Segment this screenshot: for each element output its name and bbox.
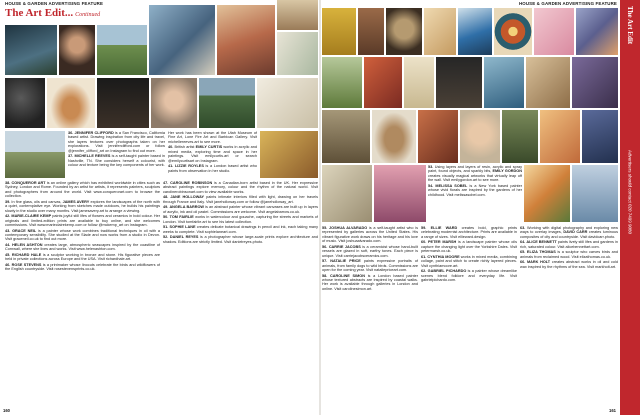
entry-number: 49. bbox=[163, 205, 169, 210]
artwork-image bbox=[260, 131, 318, 178]
entry-lead-text: British artist bbox=[174, 145, 195, 150]
artwork-image bbox=[484, 57, 524, 108]
artwork-image bbox=[217, 5, 275, 75]
advertiser-contact: Advertisers should contact 020 7499 9080 bbox=[627, 150, 633, 235]
artist-name: EMILY GORDON bbox=[492, 169, 522, 174]
entry-text: creates visually magical artworks that virtually leap off the wall. Visit emilygordon.art to see more. bbox=[428, 173, 522, 183]
entry-number: 45. bbox=[5, 253, 11, 258]
entry-number: 52. bbox=[163, 235, 169, 240]
artwork-image bbox=[322, 110, 370, 163]
side-strip bbox=[620, 0, 640, 415]
artwork-dog bbox=[372, 110, 416, 163]
artist-entry bbox=[5, 200, 160, 213]
artist-name: CARRIE JACOBS bbox=[328, 244, 361, 249]
artwork-image bbox=[572, 57, 618, 108]
artwork-landscape bbox=[199, 78, 255, 128]
entry-text: paints lively still lifes and gardens in rich, saturated colour. Visit alicebennettart.com. bbox=[520, 240, 618, 249]
artist-name: MARIE-CLAIRE KEMP bbox=[11, 214, 52, 219]
entry-text: is a London based painter whose textured abstracts are inspired by coastal walks. Her work is available through galleries in London and online. Visit carolinesimon.art. bbox=[322, 273, 418, 291]
entry-text: creates delicate botanical drawings in pencil and ink, each taking many weeks to complete. Visit sophielaneart.com. bbox=[163, 225, 318, 234]
entry-lead-text: Using layers and layers of resin, acrylic and spray paint, found objects, and sparkly bits, bbox=[428, 165, 522, 174]
entry-text: is a London based artist who paints from observation in her studio. bbox=[168, 164, 257, 173]
artist-entry bbox=[421, 269, 517, 282]
artist-entry bbox=[163, 235, 318, 244]
entry-number: 61. bbox=[421, 254, 427, 259]
artist-entry bbox=[5, 243, 160, 252]
artwork-image bbox=[424, 8, 456, 55]
entry-text: is an online gallery which has exhibited worldwide in cities such as Sydney, London and Rome. Founded by an artist for artists, it represents painters, sculptors and photographers from around the world. Visit www.conquerorart.com to browse the collection. bbox=[5, 181, 160, 199]
entry-number: 40. bbox=[168, 145, 174, 150]
artwork-vase-still-life bbox=[47, 78, 95, 128]
artwork-image bbox=[322, 8, 356, 55]
entry-text: works in acrylic and mixed media, exploring time and space in her paintings. Visit emilycurtis.art or search @emilycurtisart on Instagram. bbox=[168, 145, 257, 163]
artwork-flowers bbox=[524, 165, 570, 222]
strip-title: The Art Edit bbox=[626, 6, 634, 45]
entry-number: 58. bbox=[322, 273, 328, 278]
entry-number: 48. bbox=[163, 195, 169, 200]
artist-entry bbox=[5, 214, 160, 227]
artwork-blue-bird bbox=[458, 8, 492, 55]
artist-name: JANE HOLLOWAY bbox=[170, 195, 205, 200]
entry-number: 64. bbox=[520, 240, 526, 245]
entry-number: 56. bbox=[322, 244, 328, 249]
artist-entry bbox=[520, 250, 618, 259]
text-column bbox=[322, 226, 418, 404]
entry-number: 41. bbox=[168, 164, 174, 169]
artist-name: CAROLINE ROBINSON bbox=[170, 181, 213, 185]
artist-name: RICHARD HALE bbox=[11, 253, 42, 258]
artist-entry bbox=[520, 240, 618, 249]
entry-number: 53. bbox=[428, 165, 434, 169]
artist-entry bbox=[163, 195, 318, 204]
artwork-image bbox=[572, 165, 618, 222]
artist-name: TOM FAIRLIE bbox=[169, 215, 194, 220]
page-number: 161 bbox=[609, 408, 616, 413]
artwork-image bbox=[526, 57, 570, 108]
text-block bbox=[168, 131, 257, 178]
entry-number: 62. bbox=[421, 269, 427, 274]
artist-entry bbox=[421, 226, 517, 239]
artist-name: ELLIE WARD bbox=[430, 226, 458, 230]
entry-text: is a Canadian-born artist based in the UK. Her expressive abstract paintings explore memory, colour and the rhythm of the natural world. Visit carolinerobinsonart.com to view available works. bbox=[163, 181, 318, 194]
artwork-image bbox=[404, 57, 434, 108]
entry-text: is a sculptor who carves birds and animals from reclaimed wood. Visit elizathomas.co.uk. bbox=[520, 250, 618, 259]
artist-name: MICHELLE REEVES bbox=[74, 154, 111, 159]
artist-entry bbox=[322, 259, 418, 272]
entry-number: 44. bbox=[5, 243, 11, 248]
text-column bbox=[163, 181, 318, 403]
artwork-image bbox=[436, 57, 482, 108]
artist-entry bbox=[421, 255, 517, 268]
text-block bbox=[68, 131, 165, 178]
artwork-abstract bbox=[576, 8, 618, 55]
artist-entry bbox=[68, 154, 165, 167]
entry-number: 50. bbox=[163, 215, 169, 220]
artist-entry bbox=[168, 131, 257, 144]
artwork-image bbox=[534, 8, 574, 55]
entry-text: creates large, atmospheric seascapes inspired by the coastline of Cornwall, where she lives and works. Visit www.helenashton.com. bbox=[5, 243, 160, 252]
artwork-landscape bbox=[97, 25, 147, 75]
artist-name: CONQUEROR ART bbox=[11, 181, 46, 185]
entry-lead-text: Her work has been shown at the Utah Museum of Fine Art, Lone Fire Art and Barbican Gallery. Visit michellereeves.art to see more. bbox=[168, 131, 257, 144]
artist-name: MARK HOLT bbox=[526, 260, 551, 265]
right-page bbox=[321, 0, 620, 415]
entry-text: is a painter whose work combines traditional techniques in oil with a contemporary sensibility. She studied at the Slade and now works from a studio in Devon. Visit graceneil.co.uk to find out more. bbox=[5, 228, 160, 242]
artwork-image bbox=[582, 110, 618, 163]
entry-lead-text: In fine glass, oils and canvas, bbox=[11, 199, 62, 204]
artwork-image bbox=[277, 32, 318, 75]
artwork-portrait bbox=[59, 25, 95, 75]
artist-name: SOPHIE LANE bbox=[169, 225, 196, 230]
artwork-landscape bbox=[5, 131, 65, 178]
entry-number: 59. bbox=[421, 226, 427, 230]
entry-text: paints intimate interiors filled with light, drawing on her travels through France and Italy. Visit janeholloway.com or follow @janeholloway_art. bbox=[163, 195, 318, 204]
entry-text: is a self-taught painter based in Nashville, TN. She considers herself a colourist, with colour and texture being the key components of her work. bbox=[68, 154, 165, 168]
entry-number: 66. bbox=[520, 260, 526, 265]
entry-number: 42. bbox=[5, 214, 11, 219]
artwork-image bbox=[364, 57, 402, 108]
artist-entry bbox=[168, 164, 257, 173]
entry-text: works in watercolour and gouache, capturing the streets and markets of London. Visit tomfairlie.art to see his latest collection. bbox=[163, 215, 318, 224]
entry-number: 36. bbox=[68, 131, 74, 135]
text-column bbox=[421, 226, 517, 404]
entry-text: is a self-taught artist who is represented by galleries across the United States. His vibrant figurative work draws on his heritage and his love of music. Visit joshuaalvarado.com. bbox=[322, 226, 418, 244]
entry-text: works in mixed media, combining collage, paint and stitch to create richly layered pieces. Visit cynthiamoore.art. bbox=[421, 254, 517, 268]
title-text: The Art Edit... bbox=[5, 7, 74, 19]
entry-number: 65. bbox=[520, 250, 526, 255]
artwork-portrait bbox=[151, 78, 197, 128]
entry-number: 39. bbox=[5, 199, 11, 204]
entry-number: 37. bbox=[68, 154, 74, 159]
artwork-bird-painting bbox=[5, 25, 57, 75]
section-header: HOUSE & GARDEN ADVERTISING FEATURE bbox=[518, 1, 617, 6]
artwork-image bbox=[277, 0, 318, 30]
artwork-image bbox=[358, 8, 384, 55]
artwork-image bbox=[257, 78, 318, 128]
artist-name: DAVID CARR bbox=[563, 230, 588, 235]
artist-name: NATALIE PRICE bbox=[330, 259, 361, 264]
artist-entry bbox=[5, 181, 160, 199]
entry-number: 38. bbox=[5, 181, 11, 185]
entry-number: 55. bbox=[322, 226, 328, 230]
artist-entry bbox=[322, 245, 418, 258]
artwork-figure-painting bbox=[149, 5, 215, 75]
artwork-image bbox=[418, 110, 458, 163]
artist-name: MELISSA SOBEL bbox=[435, 183, 468, 188]
artist-entry bbox=[428, 184, 522, 197]
entry-text: explores the landscapes of the north with a quiet, contemplative eye. Working from sketches made outdoors, he builds his paintings slowly in the studio over many months. Visit jamesavery.art to arrange a viewing. bbox=[5, 199, 160, 213]
artist-name: ANGELA BARROW bbox=[169, 205, 204, 210]
title-continued: Continued bbox=[75, 12, 101, 18]
page-title bbox=[5, 7, 100, 19]
artist-entry bbox=[322, 226, 418, 244]
artwork-face bbox=[460, 110, 500, 163]
entry-lead-text: Working with digital photography and exploring new ways to overlay images, bbox=[520, 226, 618, 235]
artist-name: ALICE BENNETT bbox=[526, 240, 557, 245]
artwork-image bbox=[374, 165, 426, 222]
artist-entry bbox=[168, 145, 257, 163]
artist-name: GRACE NEIL bbox=[12, 228, 37, 233]
left-page bbox=[0, 0, 319, 415]
artist-name: GABRIEL PICHARDO bbox=[427, 269, 467, 274]
artist-entry bbox=[163, 215, 318, 224]
artist-entry bbox=[421, 240, 517, 253]
entry-text: creates abstract works in oil and cold wax inspired by the rhythms of the sea. Visit markholt.art. bbox=[520, 260, 618, 269]
text-block bbox=[428, 165, 522, 222]
text-column bbox=[5, 181, 160, 403]
entry-text: is a printmaker whose linocuts celebrate the birds and wildflowers of the English countryside. Visit rosestevensprints.co.uk. bbox=[5, 263, 160, 272]
entry-text: is an abstract painter whose vibrant canvases are built up in layers of acrylic, ink and oil pastel. Commissions are welcome. Visit angelabarrow.co.uk. bbox=[163, 205, 318, 214]
artwork-image bbox=[5, 78, 45, 128]
artist-entry bbox=[322, 274, 418, 292]
section-header: HOUSE & GARDEN ADVERTISING FEATURE bbox=[5, 1, 104, 6]
artist-name: HELEN ASHTON bbox=[12, 243, 43, 248]
artist-name: DANIEL REYES bbox=[169, 235, 199, 240]
entry-text: paints joyful still lifes of flowers and ceramics in bold colour. Her originals and limited-edition prints are available to buy online, and she welcomes commissions. Visit www.marieclairekemp.com or follow @mckemp_art on Instagram. bbox=[5, 214, 160, 228]
artwork-mandala bbox=[494, 8, 532, 55]
artwork-dark-animal bbox=[97, 78, 149, 128]
artist-name: JOSHUA ALVARADO bbox=[329, 226, 368, 230]
artist-name: CAROLINE SIMON bbox=[330, 273, 365, 278]
artist-name: PETER MARSH bbox=[428, 240, 457, 245]
artwork-image bbox=[322, 57, 362, 108]
text-column bbox=[520, 226, 618, 404]
artist-name: ROSE STEVENS bbox=[11, 263, 42, 268]
entry-text: is a San Francisco, California based artist. Drawing inspiration from city life and travel, she layers textures over photographs taken on her explorations. Visit jenniferclifford.com or follow @jennifer_clifford_art on Instagram to find out more. bbox=[68, 131, 165, 153]
artist-entry bbox=[5, 253, 160, 262]
artist-name: CYNTHIA MOORE bbox=[427, 254, 460, 259]
artist-entry bbox=[5, 263, 160, 272]
entry-text: is a New York based painter whose vivid florals are inspired by the gardens of her childhood. Visit melissasobel.com. bbox=[428, 183, 522, 197]
entry-number: 57. bbox=[322, 259, 328, 264]
artist-entry bbox=[163, 225, 318, 234]
artwork-image bbox=[502, 110, 538, 163]
entry-number: 46. bbox=[5, 263, 11, 268]
entry-text: is a sculptor working in bronze and stone. His figurative pieces are held in private collections across Europe and the USA. Visit richardhale.art. bbox=[5, 253, 160, 262]
artist-name: EMILY CURTIS bbox=[195, 145, 223, 150]
entry-text: creates luminous composites of city and countryside. Visit davidcarr.photo. bbox=[520, 230, 618, 239]
entry-text: is a ceramicist whose hand-built vessels are glazed in soft, earthy tones. Each piece is unique. Visit carriejacobsceramics.com. bbox=[322, 244, 418, 258]
artist-entry bbox=[163, 181, 318, 194]
artist-name: JENNIFER CLIFFORD bbox=[74, 131, 114, 135]
artist-name: JAMES AVERY bbox=[62, 199, 90, 204]
page-number: 160 bbox=[3, 408, 10, 413]
entry-text: creates bold, graphic prints celebrating modernist architecture. Prints are available in a range of sizes. Visit ellieward.design. bbox=[421, 226, 517, 239]
entry-text: paints expressive portraits of animals, from family dogs to wild birds. Commissions are open for the coming year. Visit nataliepriceart.com. bbox=[322, 259, 418, 273]
artwork-image bbox=[540, 110, 580, 163]
artist-entry bbox=[68, 131, 165, 153]
entry-number: 51. bbox=[163, 225, 169, 230]
entry-number: 54. bbox=[428, 183, 434, 188]
artist-entry bbox=[520, 260, 618, 269]
artist-entry bbox=[520, 226, 618, 239]
entry-text: is a landscape painter whose oils capture the changing light over the Yorkshire Dales. Visit petermarsh.co.uk. bbox=[421, 240, 517, 254]
entry-number: 43. bbox=[5, 228, 11, 233]
artist-entry bbox=[163, 205, 318, 214]
entry-number: 60. bbox=[421, 240, 427, 245]
artwork-owl bbox=[386, 8, 422, 55]
artist-entry bbox=[5, 229, 160, 242]
artist-name: ELIZA THOMAS bbox=[526, 250, 556, 255]
artwork-image bbox=[322, 165, 372, 222]
entry-text: is a photographer whose large-scale prints explore architecture and shadow. Editions are strictly limited. Visit danielreyes.photo. bbox=[163, 235, 318, 244]
entry-number: 47. bbox=[163, 181, 169, 185]
artist-entry bbox=[428, 165, 522, 183]
entry-text: is a painter whose dreamlike scenes blend folklore and everyday life. Visit gabrielpichardo.com. bbox=[421, 269, 517, 283]
entry-number: 63. bbox=[520, 226, 526, 230]
artist-name: LIZZIE ROYLES bbox=[174, 164, 204, 169]
